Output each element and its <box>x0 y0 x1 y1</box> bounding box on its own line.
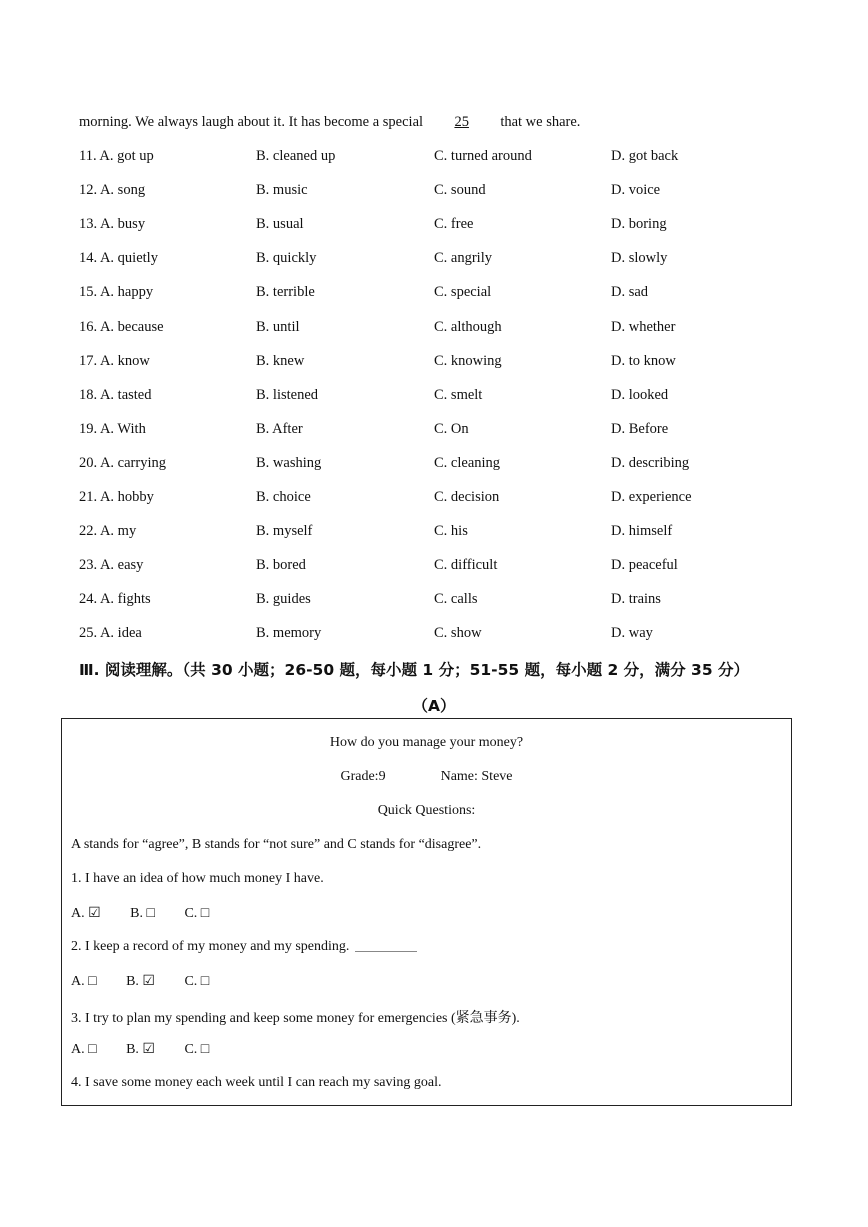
option-a: 23. A. easy <box>79 557 144 574</box>
option-d: D. to know <box>611 352 676 369</box>
option-a: 11. A. got up <box>79 148 154 164</box>
option-a: 13. A. busy <box>79 216 146 233</box>
name-label: Name: Steve <box>440 769 513 784</box>
option-b: B. myself <box>256 523 313 540</box>
survey-question-1: 1. I have an idea of how much money I have. <box>71 871 324 886</box>
question-row <box>79 387 779 407</box>
option-a: 24. A. fights <box>79 591 151 608</box>
option-b: B. quickly <box>256 250 317 267</box>
option-c: C. smelt <box>434 386 483 403</box>
option-b: B. usual <box>256 216 304 233</box>
choice-b[interactable]: B. □ <box>130 906 155 921</box>
survey-question-2: 2. I keep a record of my money and my spending. <box>71 939 350 954</box>
option-b: B. listened <box>256 386 319 403</box>
option-a: 20. A. carrying <box>79 454 166 471</box>
question-row <box>79 284 779 304</box>
choice-a[interactable]: A. □ <box>71 974 97 989</box>
option-b: B. choice <box>256 489 311 505</box>
choice-a[interactable]: A. □ <box>71 1042 97 1057</box>
choice-b[interactable]: B. ☑ <box>126 1042 155 1057</box>
question-row <box>79 523 779 543</box>
option-c: C. although <box>434 318 502 335</box>
option-d: D. slowly <box>611 250 668 267</box>
option-b: B. memory <box>256 625 322 642</box>
intro-line <box>79 114 580 131</box>
question-row <box>79 455 779 475</box>
choice-a[interactable]: A. ☑ <box>71 906 101 921</box>
option-b: B. After <box>256 420 303 437</box>
question-row <box>79 421 779 441</box>
option-d: D. experience <box>611 489 692 505</box>
option-b: B. terrible <box>256 284 315 301</box>
question-row <box>79 557 779 577</box>
option-d: D. peaceful <box>611 557 678 574</box>
grade-label: Grade:9 <box>340 769 386 784</box>
question-row <box>79 591 779 611</box>
option-a: 19. A. With <box>79 420 146 437</box>
option-d: D. describing <box>611 454 690 471</box>
question-row <box>79 216 779 236</box>
option-d: D. looked <box>611 386 669 403</box>
option-b: B. washing <box>256 454 322 471</box>
option-a: 21. A. hobby <box>79 489 154 505</box>
option-c: C. cleaning <box>434 454 501 471</box>
survey-choices-2 <box>71 973 782 990</box>
option-b: B. bored <box>256 557 306 574</box>
option-c: C. sound <box>434 182 486 199</box>
option-b: B. knew <box>256 352 305 369</box>
option-d: D. way <box>611 625 653 642</box>
question-row <box>79 148 779 168</box>
intro-text-after: that we share. <box>496 114 581 130</box>
question-row <box>79 353 779 373</box>
option-a: 18. A. tasted <box>79 386 152 403</box>
survey-meta <box>71 769 782 785</box>
option-c: C. calls <box>434 591 478 608</box>
option-d: D. sad <box>611 284 649 301</box>
option-c: C. his <box>434 523 468 540</box>
passage-label: （A） <box>412 697 456 715</box>
option-b: B. guides <box>256 591 311 608</box>
question-row <box>79 489 779 509</box>
option-d: D. got back <box>611 148 679 164</box>
intro-text-before: morning. We always laugh about it. It has become a special <box>79 114 427 130</box>
survey-box <box>61 718 792 1106</box>
option-c: C. special <box>434 284 492 301</box>
option-d: D. trains <box>611 591 661 608</box>
blank-25: 25 <box>454 114 469 130</box>
option-c: C. On <box>434 420 469 437</box>
option-a: 17. A. know <box>79 352 150 369</box>
option-b: B. until <box>256 318 300 335</box>
survey-title: How do you manage your money? <box>329 735 524 750</box>
option-d: D. boring <box>611 216 667 233</box>
option-c: C. turned around <box>434 148 532 164</box>
option-a: 22. A. my <box>79 523 137 540</box>
choice-c[interactable]: C. □ <box>184 1042 210 1057</box>
quick-questions-label: Quick Questions: <box>377 803 476 818</box>
answer-blank <box>355 951 417 952</box>
survey-question-3: 3. I try to plan my spending and keep some money for emergencies (紧急事务). <box>71 1011 520 1026</box>
choice-c[interactable]: C. □ <box>184 974 210 989</box>
option-c: C. knowing <box>434 352 502 369</box>
question-row <box>79 319 779 339</box>
survey-question-2-line <box>71 939 782 955</box>
option-a: 16. A. because <box>79 318 164 335</box>
option-a: 25. A. idea <box>79 625 142 642</box>
survey-question-4: 4. I save some money each week until I can reach my saving goal. <box>71 1075 442 1090</box>
option-d: D. voice <box>611 182 661 199</box>
question-row <box>79 625 779 645</box>
option-b: B. cleaned up <box>256 148 336 164</box>
option-d: D. Before <box>611 420 669 437</box>
option-a: 12. A. song <box>79 182 146 199</box>
option-d: D. whether <box>611 318 676 335</box>
option-c: C. angrily <box>434 250 492 267</box>
option-d: D. himself <box>611 523 673 540</box>
option-c: C. difficult <box>434 557 498 574</box>
survey-choices-1 <box>71 905 782 922</box>
option-a: 15. A. happy <box>79 284 154 301</box>
choice-b[interactable]: B. ☑ <box>126 974 155 989</box>
option-c: C. free <box>434 216 474 233</box>
question-row <box>79 182 779 202</box>
option-b: B. music <box>256 182 308 199</box>
option-c: C. show <box>434 625 482 642</box>
section-title: Ⅲ. 阅读理解。（共 30 小题；26-50 题，每小题 1 分；51-55 题，每小题 2 分，满分 35 分） <box>79 661 750 679</box>
question-row <box>79 250 779 270</box>
survey-choices-3 <box>71 1041 782 1058</box>
option-c: C. decision <box>434 489 500 505</box>
survey-legend: A stands for “agree”, B stands for “not sure” and C stands for “disagree”. <box>71 837 482 852</box>
option-a: 14. A. quietly <box>79 250 158 267</box>
choice-c[interactable]: C. □ <box>184 906 210 921</box>
